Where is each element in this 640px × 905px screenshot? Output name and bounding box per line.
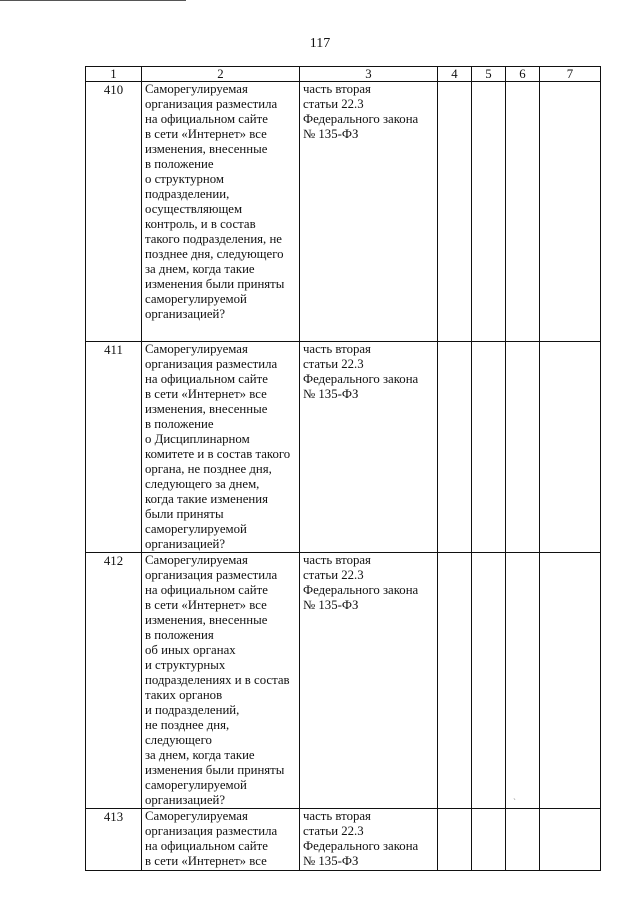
question-line: саморегулируемой — [145, 292, 247, 306]
question-line: изменения, внесенные — [145, 613, 268, 627]
column-6-cell — [506, 809, 540, 871]
column-header-3: 3 — [300, 67, 438, 82]
question-line: изменения были приняты — [145, 763, 285, 777]
reference-line: статьи 22.3 — [303, 97, 364, 111]
question-line: на официальном сайте — [145, 583, 268, 597]
column-5-cell — [472, 553, 506, 809]
row-number: 410 — [86, 82, 142, 342]
question-line: организация разместила — [145, 568, 278, 582]
question-line: об иных органах — [145, 643, 236, 657]
column-6-cell — [506, 82, 540, 342]
question-cell — [142, 809, 300, 871]
question-line: на официальном сайте — [145, 372, 268, 386]
question-line: на официальном сайте — [145, 839, 268, 853]
reference-line: № 135-ФЗ — [303, 127, 359, 141]
question-line: организация разместила — [145, 357, 278, 371]
row-number: 411 — [86, 342, 142, 553]
question-line: в сети «Интернет» все — [145, 127, 267, 141]
column-header-7: 7 — [540, 67, 601, 82]
column-4-cell — [438, 82, 472, 342]
question-line: организацией? — [145, 307, 226, 321]
question-line: Саморегулируемая — [145, 553, 248, 567]
question-line: о Дисциплинарном — [145, 432, 250, 446]
question-line: комитете и в состав такого — [145, 447, 291, 461]
question-line: Саморегулируемая — [145, 809, 248, 823]
question-line: осуществляющем — [145, 202, 243, 216]
question-line: не позднее дня, — [145, 718, 230, 732]
question-cell — [142, 82, 300, 342]
question-line: организацией? — [145, 793, 226, 807]
question-cell — [142, 553, 300, 809]
question-line: органа, не позднее дня, — [145, 462, 272, 476]
question-line: саморегулируемой — [145, 522, 247, 536]
column-header-4: 4 — [438, 67, 472, 82]
reference-line: статьи 22.3 — [303, 568, 364, 582]
table-row — [86, 553, 601, 809]
question-line: организацией? — [145, 537, 226, 551]
question-line: были приняты — [145, 507, 224, 521]
question-line: на официальном сайте — [145, 112, 268, 126]
checklist-table — [85, 66, 601, 871]
reference-line: часть вторая — [303, 82, 371, 96]
column-4-cell — [438, 809, 472, 871]
reference-line: Федерального закона — [303, 372, 419, 386]
question-line: изменения были приняты — [145, 277, 285, 291]
row-number: 413 — [86, 809, 142, 871]
column-7-cell — [540, 809, 601, 871]
question-line: изменения, внесенные — [145, 402, 268, 416]
question-line: такого подразделения, не — [145, 232, 282, 246]
question-line: когда такие изменения — [145, 492, 268, 506]
question-line: подразделениях и в состав — [145, 673, 290, 687]
reference-cell — [300, 342, 438, 553]
table-row — [86, 809, 601, 871]
question-line: и подразделений, — [145, 703, 240, 717]
question-line: следующего за днем, — [145, 477, 260, 491]
column-5-cell — [472, 82, 506, 342]
reference-line: Федерального закона — [303, 839, 419, 853]
column-7-cell — [540, 82, 601, 342]
reference-line: № 135-ФЗ — [303, 854, 359, 868]
row-number: 412 — [86, 553, 142, 809]
reference-line: № 135-ФЗ — [303, 387, 359, 401]
column-header-6: 6 — [506, 67, 540, 82]
column-header-2: 2 — [142, 67, 300, 82]
question-line: Саморегулируемая — [145, 342, 248, 356]
column-7-cell — [540, 553, 601, 809]
question-line: следующего — [145, 733, 212, 747]
question-line: за днем, когда такие — [145, 262, 255, 276]
column-5-cell — [472, 809, 506, 871]
reference-line: Федерального закона — [303, 112, 419, 126]
column-5-cell — [472, 342, 506, 553]
table-row — [86, 82, 601, 342]
question-line: в сети «Интернет» все — [145, 598, 267, 612]
question-cell — [142, 342, 300, 553]
question-line: контроль, и в состав — [145, 217, 256, 231]
question-line: в сети «Интернет» все — [145, 854, 267, 868]
reference-cell — [300, 809, 438, 871]
question-line: изменения, внесенные — [145, 142, 268, 156]
table-row — [86, 342, 601, 553]
reference-cell — [300, 553, 438, 809]
top-rule — [0, 0, 186, 1]
reference-line: № 135-ФЗ — [303, 598, 359, 612]
page-number: 117 — [309, 36, 331, 51]
question-line: в сети «Интернет» все — [145, 387, 267, 401]
question-line: в положения — [145, 628, 214, 642]
question-line: в положение — [145, 417, 214, 431]
question-line: организация разместила — [145, 97, 278, 111]
column-header-1: 1 — [86, 67, 142, 82]
question-line: о структурном — [145, 172, 225, 186]
question-line: Саморегулируемая — [145, 82, 248, 96]
reference-line: статьи 22.3 — [303, 357, 364, 371]
reference-line: статьи 22.3 — [303, 824, 364, 838]
question-line: организация разместила — [145, 824, 278, 838]
column-header-5: 5 — [472, 67, 506, 82]
column-4-cell — [438, 342, 472, 553]
column-6-cell — [506, 342, 540, 553]
question-line: за днем, когда такие — [145, 748, 255, 762]
question-line: подразделении, — [145, 187, 230, 201]
reference-line: часть вторая — [303, 553, 371, 567]
question-line: саморегулируемой — [145, 778, 247, 792]
reference-line: часть вторая — [303, 342, 371, 356]
reference-line: Федерального закона — [303, 583, 419, 597]
column-6-cell — [506, 553, 540, 809]
table-header-row — [86, 67, 601, 82]
question-line: позднее дня, следующего — [145, 247, 284, 261]
column-4-cell — [438, 553, 472, 809]
question-line: и структурных — [145, 658, 226, 672]
column-7-cell — [540, 342, 601, 553]
stray-mark: ˋ — [513, 797, 516, 807]
reference-line: часть вторая — [303, 809, 371, 823]
question-line: таких органов — [145, 688, 223, 702]
question-line: в положение — [145, 157, 214, 171]
reference-cell — [300, 82, 438, 342]
